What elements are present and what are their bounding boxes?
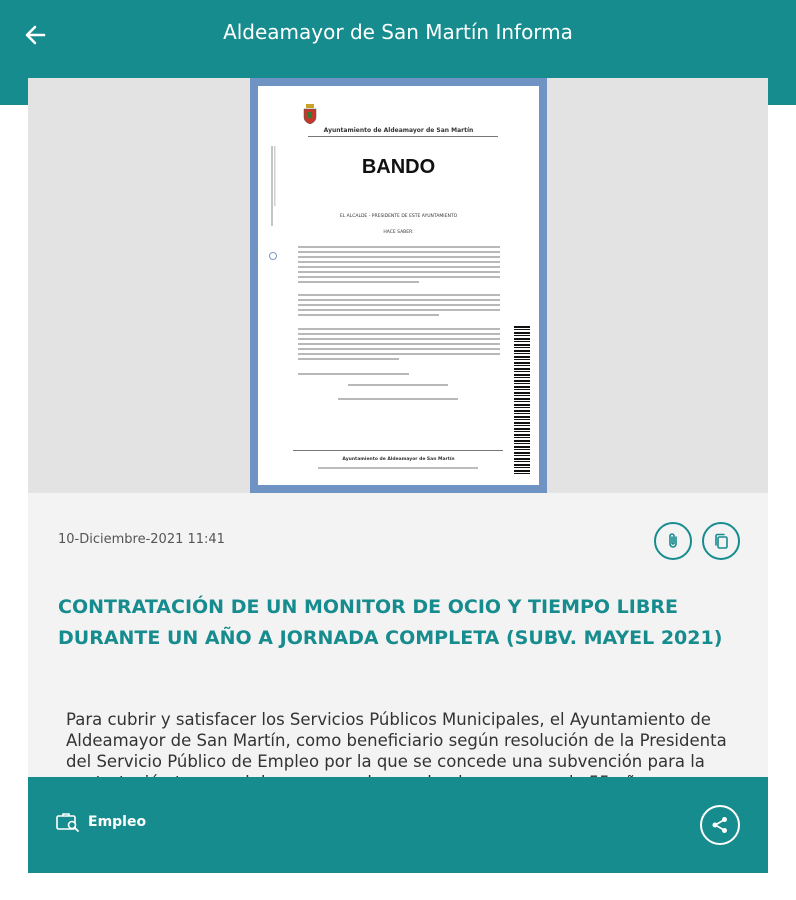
- document-org: Ayuntamiento de Aldeamayor de San Martín: [323, 127, 474, 134]
- paperclip-icon: [664, 532, 682, 550]
- coat-of-arms-icon: [303, 104, 317, 124]
- document-signature: [348, 384, 448, 389]
- barcode: [514, 326, 530, 476]
- document-footer-address: [318, 467, 478, 469]
- share-button[interactable]: [700, 805, 740, 845]
- article-body: Para cubrir y satisfacer los Servicios Públicos Municipales, el Ayuntamiento de Aldeamayor de San Martín, como beneficiario según resolución de la Presidenta del Servicio Público de Empleo por la que se concede una subvención para la: [66, 710, 727, 771]
- document-subheading: HACE SABER:: [383, 230, 414, 235]
- document-subheading: EL ALCALDE - PRESIDENTE DE ESTE AYUNTAMIENTO: [339, 214, 458, 219]
- document-paragraph: [298, 294, 500, 319]
- document-footer-org: Ayuntamiento de Aldeamayor de San Martín: [342, 457, 455, 462]
- category-tag[interactable]: [56, 811, 146, 833]
- document-page: [258, 86, 539, 485]
- copy-icon: [712, 532, 730, 550]
- document-paragraph: [298, 328, 500, 363]
- document-margin-text: [268, 146, 278, 266]
- copy-button[interactable]: [702, 522, 740, 560]
- document-heading: BANDO: [361, 156, 436, 178]
- job-search-icon: [56, 811, 80, 833]
- document-divider: [308, 136, 498, 137]
- app-title: Aldeamayor de San Martín Informa: [223, 20, 573, 44]
- category-label: Empleo: [88, 814, 147, 830]
- attachment-button[interactable]: [654, 522, 692, 560]
- bottom-bar: [28, 777, 768, 873]
- document-preview: [250, 78, 547, 493]
- document-signature: [338, 398, 458, 403]
- publish-date: 10-Diciembre-2021 11:41: [58, 532, 225, 547]
- document-paragraph: [298, 246, 500, 286]
- news-image[interactable]: [28, 78, 768, 493]
- share-icon: [710, 815, 730, 835]
- document-divider: [293, 450, 503, 451]
- news-card: [28, 78, 768, 873]
- article-title: CONTRATACIÓN DE UN MONITOR DE OCIO Y TIEMPO LIBRE DURANTE UN AÑO A JORNADA COMPLETA (SUBV. MAYEL 2021): [58, 596, 723, 649]
- document-paragraph: [298, 373, 500, 378]
